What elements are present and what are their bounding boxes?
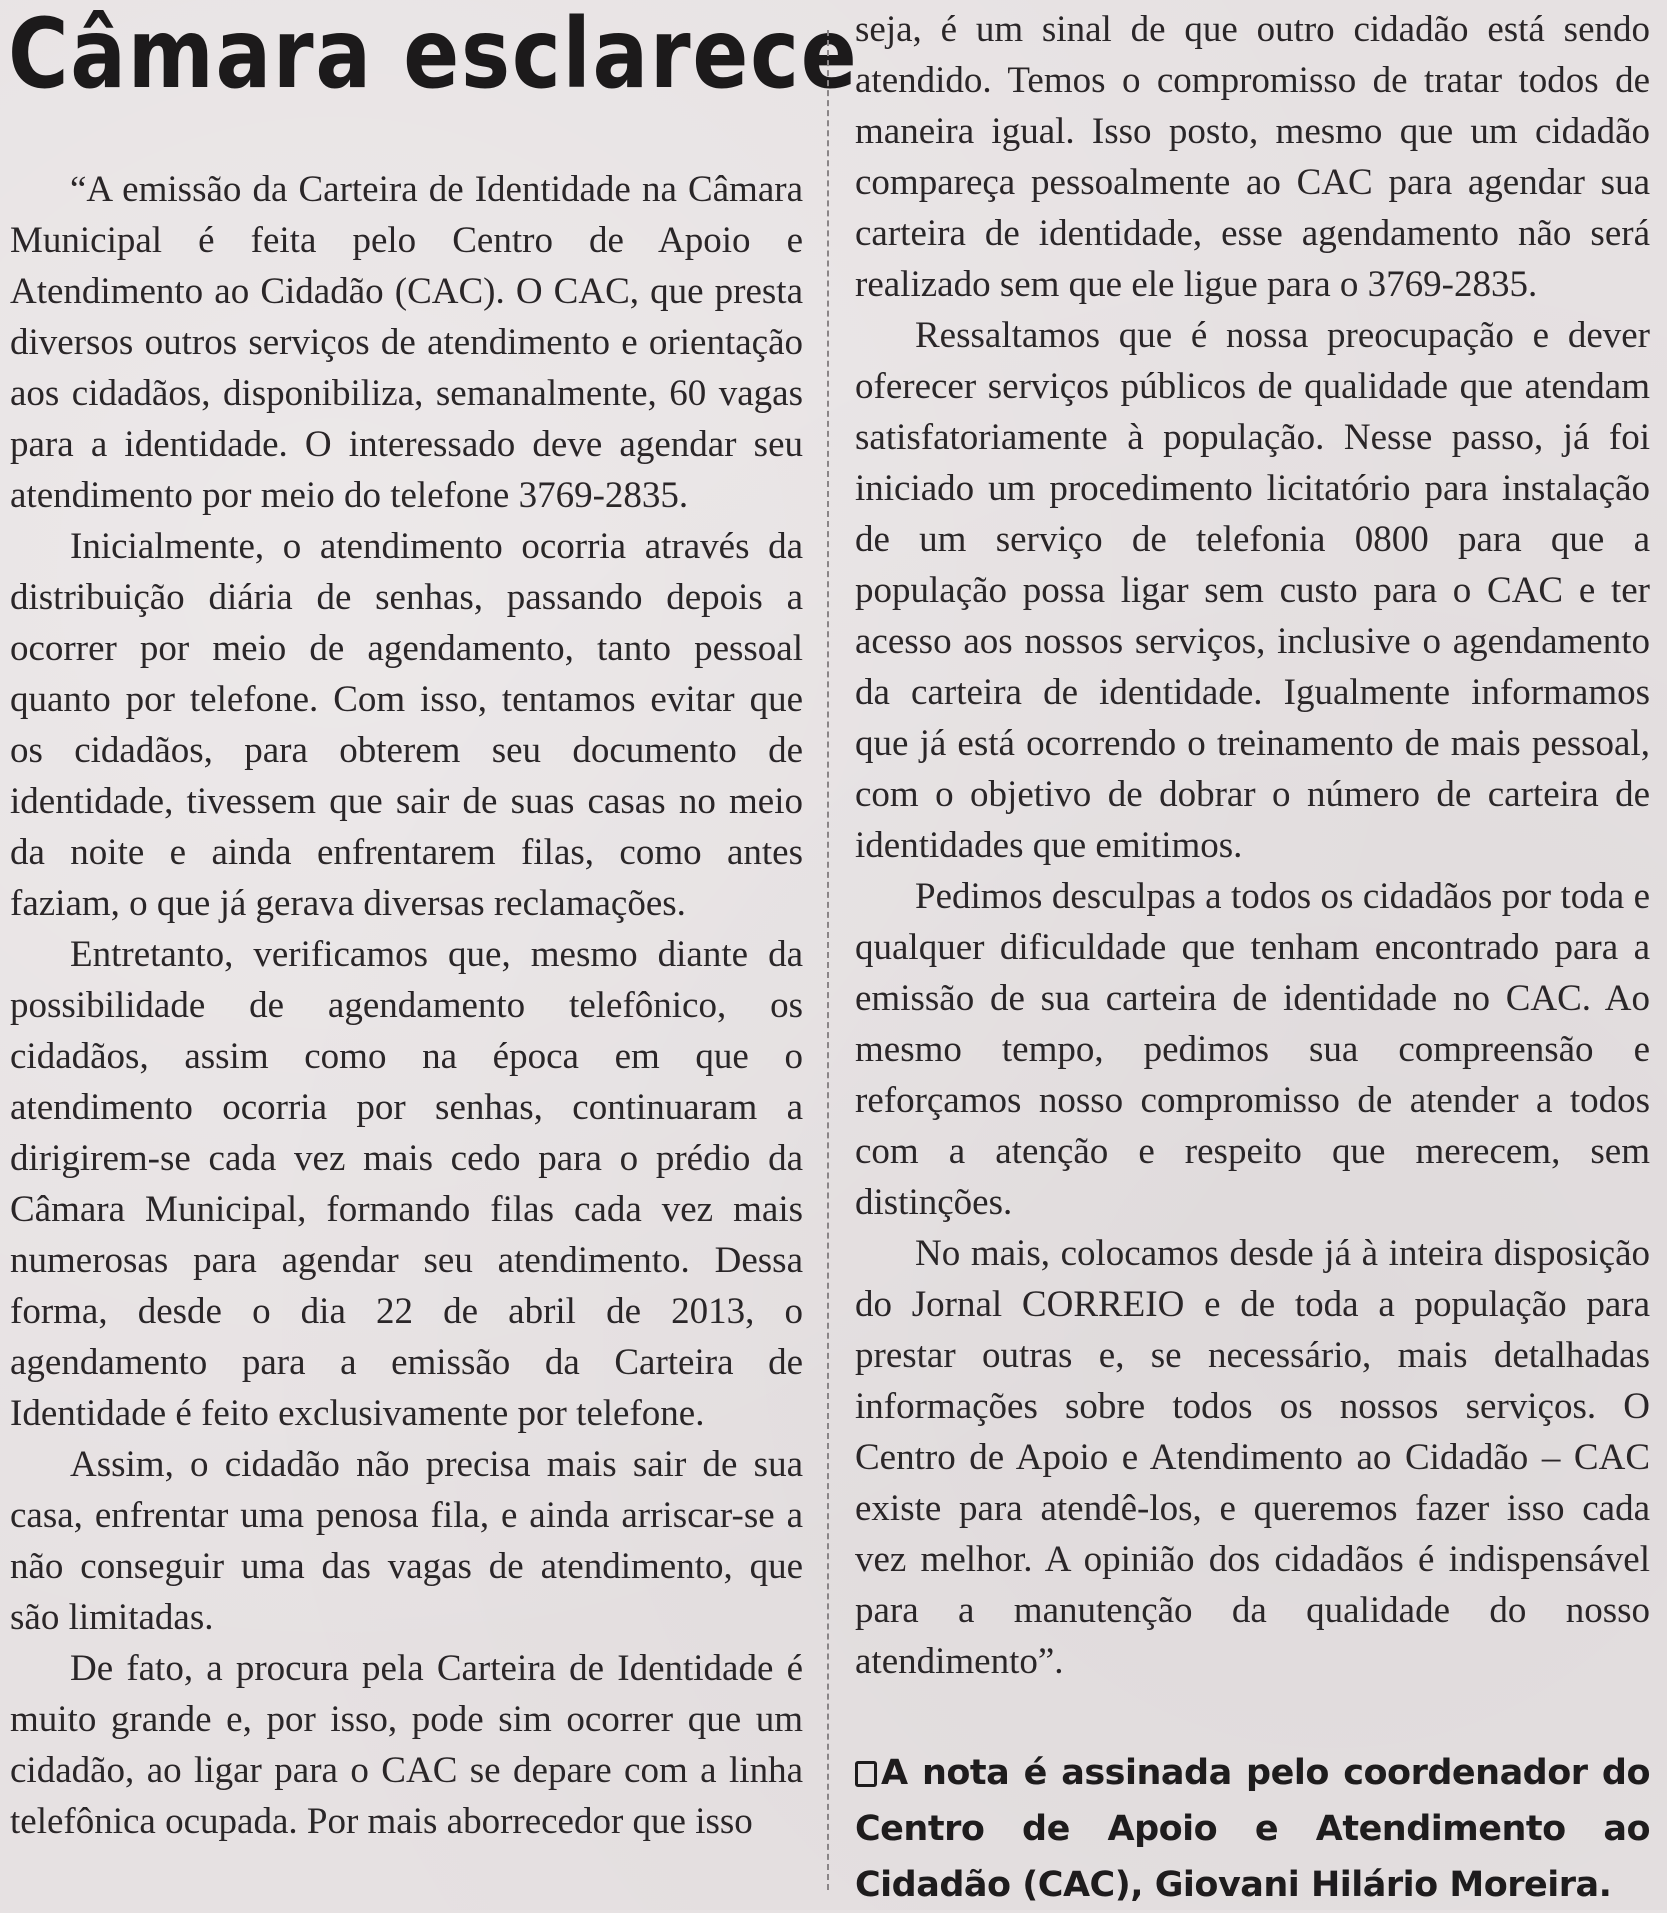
signature-note [855, 1745, 1650, 1913]
article-paragraph: Entretanto, verificamos que, mesmo diante da possibilidade de agendamento telefônico, os cidadãos, assim como na época em que o atendimento ocorria por senhas, continuaram a dirigirem-se cada vez mais cedo para o prédio da Câmara Municipal, formando filas cada vez mais numerosas para agendar seu atendimento. Dessa forma, desde o dia 22 de abril de 2013, o agendamento para a emissão da Carteira de Identidade é feito exclusivamente por telefone. [10, 934, 803, 1434]
article-paragraph: “A emissão da Carteira de Identidade na Câmara Municipal é feita pelo Centro de Apoio e Atendimento ao Cidadão (CAC). O CAC, que presta diversos outros serviços de atendimento e orientação aos cidadãos, disponibiliza, semanalmente, 60 vagas para a identidade. O interessado deve agendar seu atendimento por meio do telefone 3769-2835. [10, 169, 803, 516]
checkbox-bullet-icon [855, 1761, 877, 1787]
article-column-left [10, 164, 803, 1847]
column-divider [827, 30, 829, 1890]
article-paragraph: Assim, o cidadão não precisa mais sair de sua casa, enfrentar uma penosa fila, e ainda arriscar-se a não conseguir uma das vagas de atendimento, que são limitadas. [10, 1444, 803, 1638]
article-paragraph: No mais, colocamos desde já à inteira disposição do Jornal CORREIO e de toda a população para prestar outras e, se necessário, mais detalhadas informações sobre todos os nossos serviços. O Centro de Apoio e Atendimento ao Cidadão – CAC existe para atendê-los, e queremos fazer isso cada vez melhor. A opinião dos cidadãos é indispensável para a manutenção da qualidade do nosso atendimento”. [855, 1233, 1650, 1682]
article-column-right [855, 4, 1650, 1687]
article-paragraph: Inicialmente, o atendimento ocorria através da distribuição diária de senhas, passando depois a ocorrer por meio de agendamento, tanto pessoal quanto por telefone. Com isso, tentamos evitar que os cidadãos, para obterem seu documento de identidade, tivessem que sair de suas casas no meio da noite e ainda enfrentarem filas, como antes faziam, o que já gerava diversas reclamações. [10, 526, 803, 924]
signature-text: A nota é assinada pelo coordenador do Centro de Apoio e Atendimento ao Cidadão (CAC), Giovani Hilário Moreira. [855, 1753, 1650, 1905]
article-paragraph: Pedimos desculpas a todos os cidadãos por toda e qualquer dificuldade que tenham encontrado para a emissão de sua carteira de identidade no CAC. Ao mesmo tempo, pedimos sua compreensão e reforçamos nosso compromisso de atender a todos com a atenção e respeito que merecem, sem distinções. [855, 876, 1650, 1223]
article-paragraph: Ressaltamos que é nossa preocupação e dever oferecer serviços públicos de qualidade que atendam satisfatoriamente à população. Nesse passo, já foi iniciado um procedimento licitatório para instalação de um serviço de telefonia 0800 para que a população possa ligar sem custo para o CAC e ter acesso aos nossos serviços, inclusive o agendamento da carteira de identidade. Igualmente informamos que já está ocorrendo o treinamento de mais pessoal, com o objetivo de dobrar o número de carteira de identidades que emitimos. [855, 315, 1650, 866]
headline: Câmara esclarece [8, 0, 859, 110]
article-paragraph-continuation: seja, é um sinal de que outro cidadão está sendo atendido. Temos o compromisso de tratar todos de maneira igual. Isso posto, mesmo que um cidadão compareça pessoalmente ao CAC para agendar sua carteira de identidade, esse agendamento não será realizado sem que ele ligue para o 3769-2835. [855, 9, 1650, 305]
article-paragraph: De fato, a procura pela Carteira de Identidade é muito grande e, por isso, pode sim ocorrer que um cidadão, ao ligar para o CAC se depare com a linha telefônica ocupada. Por mais aborrecedor que isso [10, 1648, 803, 1842]
